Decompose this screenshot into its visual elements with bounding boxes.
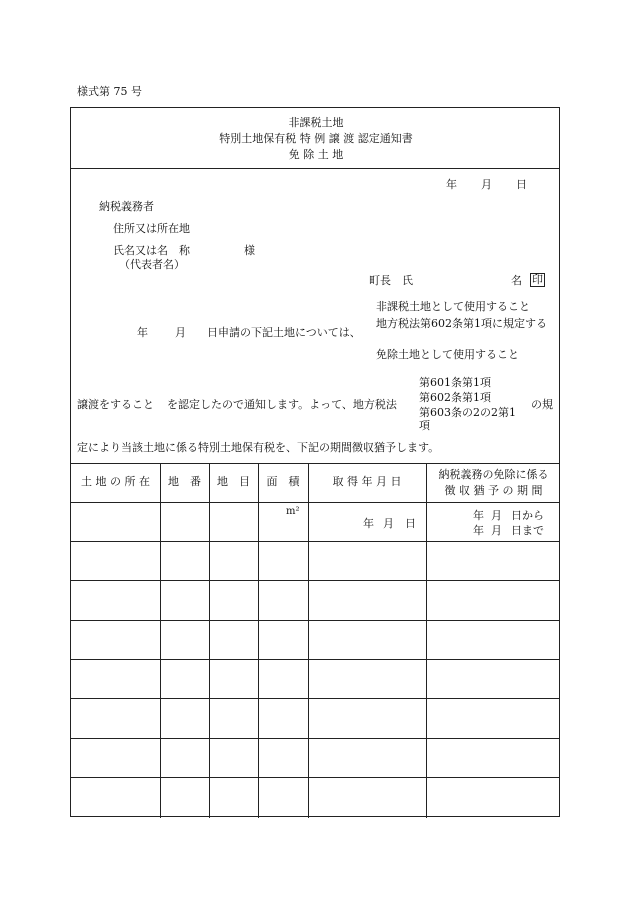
issuer-name-suffix: 名 — [511, 274, 522, 287]
period-from-year: 年 — [473, 509, 484, 522]
table-row-divider-1 — [71, 541, 559, 542]
table-row-divider-5 — [71, 698, 559, 699]
name-label: 氏名又は名 称 — [113, 244, 190, 257]
option-non-taxable: 非課税土地として使用すること — [376, 300, 530, 313]
table-row-divider-7 — [71, 777, 559, 778]
closing-text: 定により当該土地に係る特別土地保有税を、下記の期間徴収猶予します。 — [77, 441, 440, 454]
period-from-month: 月 — [491, 509, 502, 522]
application-year: 年 — [137, 326, 148, 339]
date-year: 年 — [446, 178, 457, 191]
seal-mark — [530, 273, 545, 287]
table-header-divider — [71, 502, 559, 503]
title-line-bottom: 免 除 土 地 — [288, 148, 344, 161]
law-option-603-cont: 項 — [419, 419, 430, 432]
table-col-divider-3 — [258, 463, 259, 818]
honorific: 様 — [244, 244, 255, 257]
form-number: 様式第 75 号 — [77, 85, 142, 98]
table-row-divider-2 — [71, 580, 559, 581]
table-top-border — [71, 463, 559, 464]
header-location: 土 地 の 所 在 — [81, 475, 150, 488]
date-month: 月 — [481, 178, 492, 191]
option-law-602: 地方税法第602条第1項に規定する — [376, 317, 547, 330]
header-deferral-period-2: 徴 収 猶 予 の 期 間 — [444, 484, 543, 497]
period-from-suffix: 日から — [511, 509, 544, 522]
representative-label: （代表者名） — [119, 258, 185, 271]
title-line-top: 非課税土地 — [288, 116, 344, 129]
taxpayer-heading: 納税義務者 — [99, 200, 154, 213]
table-row-divider-4 — [71, 659, 559, 660]
issuer-title: 町長 氏 — [369, 274, 413, 287]
area-unit: m² — [286, 506, 300, 517]
header-deferral-period-1: 納税義務の免除に係る — [438, 468, 549, 481]
table-col-divider-4 — [308, 463, 309, 818]
acq-year: 年 — [363, 517, 374, 530]
option-exempt: 免除土地として使用すること — [376, 348, 519, 361]
application-month: 月 — [175, 326, 186, 339]
notification-form — [70, 107, 560, 817]
law-option-603: 第603条の2の2第1 — [419, 406, 516, 419]
period-to-suffix: 日まで — [511, 524, 544, 537]
table-row-divider-6 — [71, 738, 559, 739]
transfer-prefix: 譲渡をすること — [77, 398, 154, 411]
header-lot-number: 地 番 — [168, 475, 201, 488]
title-line-main: 特別土地保有税 特 例 譲 渡 認定通知書 — [219, 132, 413, 145]
table-col-divider-1 — [160, 463, 161, 818]
transfer-middle: を認定したので通知します。よって、地方税法 — [167, 398, 397, 411]
law-option-602: 第602条第1項 — [419, 391, 491, 404]
header-acquisition-date: 取 得 年 月 日 — [332, 475, 402, 488]
table-col-divider-2 — [209, 463, 210, 818]
header-area: 面 積 — [266, 475, 300, 488]
law-suffix: の規 — [531, 398, 553, 411]
application-text: 日申請の下記土地については、 — [207, 326, 361, 339]
table-row-divider-3 — [71, 620, 559, 621]
law-option-601: 第601条第1項 — [419, 376, 491, 389]
table-col-divider-5 — [426, 463, 427, 818]
seal-label: 印 — [532, 273, 543, 286]
title-divider — [71, 168, 559, 169]
header-land-category: 地 目 — [217, 475, 250, 488]
date-day: 日 — [516, 178, 527, 191]
address-label: 住所又は所在地 — [113, 222, 190, 235]
acq-day: 日 — [405, 517, 416, 530]
period-to-month: 月 — [491, 524, 502, 537]
acq-month: 月 — [383, 517, 394, 530]
period-to-year: 年 — [473, 524, 484, 537]
